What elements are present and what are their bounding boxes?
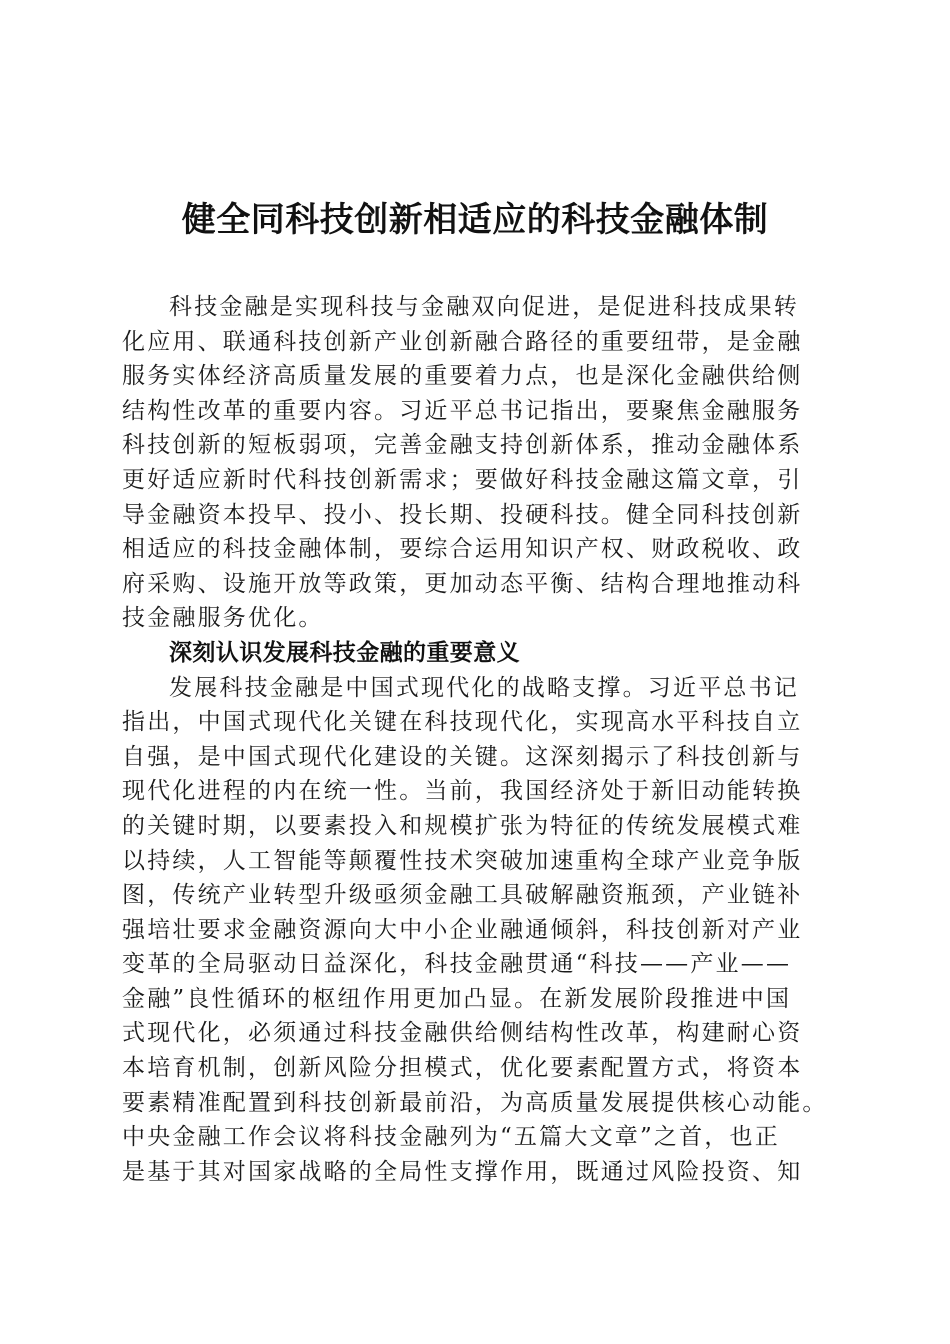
paragraph-line: 相适应的科技金融体制，要综合运用知识产权、财政税收、政: [122, 536, 803, 563]
paragraph-line: 中央金融工作会议将科技金融列为“五篇大文章”之首，也正: [122, 1124, 780, 1151]
paragraph-line: 本培育机制，创新风险分担模式，优化要素配置方式，将资本: [122, 1055, 803, 1082]
paragraph-line: 发展科技金融是中国式现代化的战略支撑。习近平总书记: [169, 674, 799, 701]
paragraph-line: 更好适应新时代科技创新需求；要做好科技金融这篇文章，引: [122, 466, 803, 493]
paragraph-line: 自强，是中国式现代化建设的关键。这深刻揭示了科技创新与: [122, 743, 803, 770]
paragraph-line: 强培壮要求金融资源向大中小企业融通倾斜，科技创新对产业: [122, 916, 803, 943]
paragraph-line: 要素精准配置到科技创新最前沿，为高质量发展提供核心动能。: [122, 1089, 828, 1116]
paragraph-line: 科技创新的短板弱项，完善金融支持创新体系，推动金融体系: [122, 432, 803, 459]
paragraph-line: 图，传统产业转型升级亟须金融工具破解融资瓶颈，产业链补: [122, 882, 803, 909]
paragraph-line: 服务实体经济高质量发展的重要着力点，也是深化金融供给侧: [122, 363, 803, 390]
paragraph-line: 结构性改革的重要内容。习近平总书记指出，要聚焦金融服务: [122, 397, 803, 424]
paragraph-line: 变革的全局驱动日益深化，科技金融贯通“科技——产业——: [122, 951, 792, 978]
paragraph-significance: [122, 671, 828, 1190]
paragraph-intro: [122, 290, 822, 636]
paragraph-line: 化应用、联通科技创新产业创新融合路径的重要纽带，是金融: [122, 328, 803, 355]
paragraph-line: 指出，中国式现代化关键在科技现代化，实现高水平科技自立: [122, 709, 803, 736]
section-heading: 深刻认识发展科技金融的重要意义: [169, 639, 520, 666]
paragraph-line: 是基于其对国家战略的全局性支撑作用，既通过风险投资、知: [122, 1158, 803, 1185]
paragraph-line: 科技金融是实现科技与金融双向促进，是促进科技成果转: [169, 294, 799, 320]
paragraph-line: 技金融服务优化。: [122, 605, 324, 632]
document-body: [122, 290, 828, 1189]
paragraph-line: 金融”良性循环的枢纽作用更加凸显。在新发展阶段推进中国: [122, 985, 792, 1012]
paragraph-line: 以持续，人工智能等颠覆性技术突破加速重构全球产业竞争版: [122, 847, 803, 874]
paragraph-line: 导金融资本投早、投小、投长期、投硬科技。健全同科技创新: [122, 501, 803, 528]
paragraph-line: 府采购、设施开放等政策，更加动态平衡、结构合理地推动科: [122, 570, 803, 597]
paragraph-line: 现代化进程的内在统一性。当前，我国经济处于新旧动能转换: [122, 778, 803, 805]
document-title: 健全同科技创新相适应的科技金融体制: [181, 200, 769, 240]
paragraph-line: 式现代化，必须通过科技金融供给侧结构性改革，构建耐心资: [122, 1020, 803, 1047]
paragraph-line: 的关键时期，以要素投入和规模扩张为特征的传统发展模式难: [122, 812, 803, 839]
